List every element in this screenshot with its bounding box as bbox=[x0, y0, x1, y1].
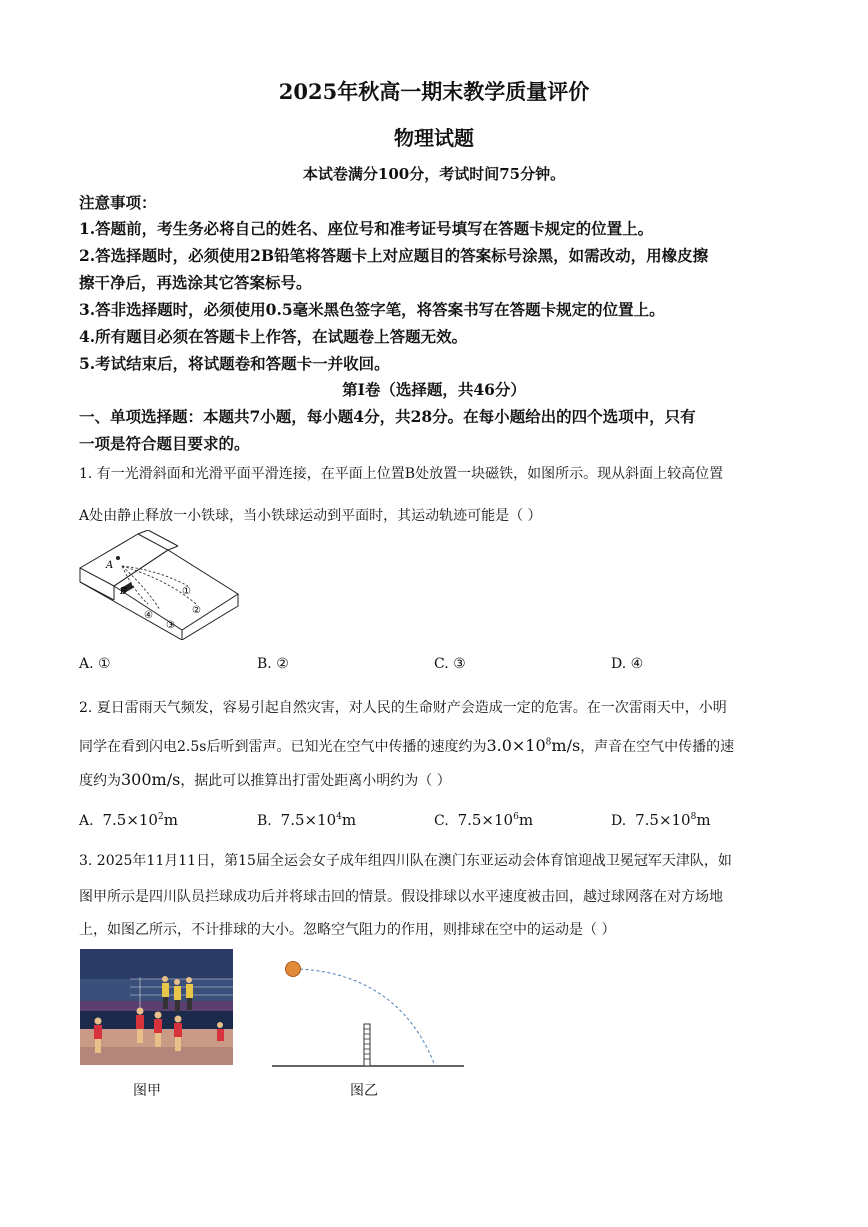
ball-icon bbox=[286, 962, 301, 977]
option-base: 7.5×10 bbox=[457, 811, 514, 829]
path-label-2: ② bbox=[192, 605, 201, 616]
option-label: C. bbox=[434, 813, 449, 829]
q1-figure-incline bbox=[78, 530, 243, 640]
q2-text-part: ，据此可以推算出打雷处距离小明约为（ ） bbox=[180, 773, 451, 789]
q1-option-b[interactable]: B. ② bbox=[257, 656, 289, 672]
notice-item: 1.答题前，考生务必将自己的姓名、座位号和准考证号填写在答题卡规定的位置上。 bbox=[79, 219, 654, 238]
option-label: B. bbox=[257, 813, 272, 829]
label-b: B bbox=[120, 587, 127, 597]
iron-ball-icon bbox=[116, 556, 120, 560]
q2-text-part: 同学在看到闪电2.5s后听到雷声。已知光在空气中传播的速度约为 bbox=[79, 739, 487, 755]
q2-option-b[interactable] bbox=[257, 811, 356, 829]
notice-item: 3.答非选择题时，必须使用0.5毫米黑色签字笔，将答案书写在答题卡规定的位置上。 bbox=[79, 300, 665, 319]
exam-title: 2025年秋高一期末教学质量评价 bbox=[278, 79, 590, 104]
option-exp: 8 bbox=[690, 812, 697, 822]
light-speed-exp: 8 bbox=[545, 737, 552, 748]
q1-text: 1. 有一光滑斜面和光滑平面平滑连接，在平面上位置B处放置一块磁铁，如图所示。现从斜面上较高位置 bbox=[79, 466, 724, 482]
option-unit: m bbox=[696, 811, 711, 829]
option-base: 7.5×10 bbox=[635, 811, 691, 829]
q3-text: 3. 2025年11月11日，第15届全运会女子成年组四川队在澳门东亚运动会体育馆迎战卫冕冠军天津队，如 bbox=[79, 853, 732, 869]
sound-speed-value: 300m/s bbox=[121, 770, 181, 789]
option-unit: m bbox=[518, 811, 534, 829]
light-speed-base: 3.0×10 bbox=[486, 736, 546, 755]
q3-text: 图甲所示是四川队员拦球成功后并将球击回的情景。假设排球以水平速度被击回，越过球网落在对方场地 bbox=[79, 889, 723, 905]
q1-text: A处由静止释放一小铁球，当小铁球运动到平面时，其运动轨迹可能是（ ） bbox=[79, 508, 542, 524]
notice-heading: 注意事项： bbox=[79, 193, 157, 212]
fig-a-caption: 图甲 bbox=[133, 1083, 161, 1099]
q3-figure-trajectory bbox=[268, 955, 468, 1070]
option-exp: 6 bbox=[513, 812, 519, 822]
q1-option-d[interactable]: D. ④ bbox=[611, 656, 644, 672]
light-speed-value bbox=[486, 736, 580, 755]
part-instruction-cont: 一项是符合题目要求的。 bbox=[79, 434, 250, 453]
option-unit: m bbox=[163, 811, 178, 829]
option-base: 7.5×10 bbox=[102, 811, 158, 829]
notice-item: 擦干净后，再选涂其它答案标号。 bbox=[79, 273, 312, 292]
q2-option-a[interactable] bbox=[79, 811, 178, 829]
fig-b-caption: 图乙 bbox=[350, 1083, 378, 1099]
option-exp: 4 bbox=[336, 812, 342, 822]
q2-text-line2 bbox=[79, 736, 734, 756]
path-label-1: ① bbox=[182, 586, 191, 597]
net-post bbox=[364, 1024, 370, 1066]
option-label: A. bbox=[79, 813, 94, 829]
option-label: D. bbox=[611, 813, 627, 829]
q1-option-a[interactable]: A. ① bbox=[79, 656, 111, 672]
path-label-3: ③ bbox=[166, 620, 175, 631]
part-instruction: 一、单项选择题：本题共7小题，每小题4分，共28分。在每小题给出的四个选项中，只有 bbox=[79, 407, 696, 426]
q2-text-line3 bbox=[79, 770, 451, 790]
q2-text: 2. 夏日雷雨天气频发，容易引起自然灾害，对人民的生命财产会造成一定的危害。在一次雷雨天中，小明 bbox=[79, 700, 727, 716]
exam-meta: 本试卷满分100分，考试时间75分钟。 bbox=[302, 165, 566, 183]
label-a: A bbox=[106, 560, 114, 571]
path-label-4: ④ bbox=[144, 610, 153, 621]
section-title: 第Ⅰ卷（选择题，共46分） bbox=[342, 380, 526, 399]
q2-option-c[interactable] bbox=[434, 811, 533, 829]
notice-item: 4.所有题目必须在答题卡上作答，在试题卷上答题无效。 bbox=[79, 327, 468, 346]
q1-option-c[interactable]: C. ③ bbox=[434, 656, 466, 672]
notice-item: 2.答选择题时，必须使用2B铅笔将答题卡上对应题目的答案标号涂黑，如需改动，用橡皮擦 bbox=[79, 246, 709, 265]
q3-text: 上，如图乙所示，不计排球的大小。忽略空气阻力的作用，则排球在空中的运动是（ ） bbox=[79, 922, 616, 938]
notice-item: 5.考试结束后，将试题卷和答题卡一并收回。 bbox=[79, 354, 390, 373]
q2-text-part: ，声音在空气中传播的速 bbox=[580, 739, 735, 755]
q3-photo-volleyball bbox=[80, 949, 233, 1065]
light-speed-unit: m/s bbox=[551, 736, 581, 755]
option-unit: m bbox=[341, 811, 357, 829]
q2-option-d[interactable] bbox=[611, 811, 711, 829]
q2-text-part: 度约为 bbox=[79, 773, 121, 789]
option-exp: 2 bbox=[157, 812, 164, 822]
option-base: 7.5×10 bbox=[280, 811, 337, 829]
exam-subject: 物理试题 bbox=[394, 126, 474, 150]
